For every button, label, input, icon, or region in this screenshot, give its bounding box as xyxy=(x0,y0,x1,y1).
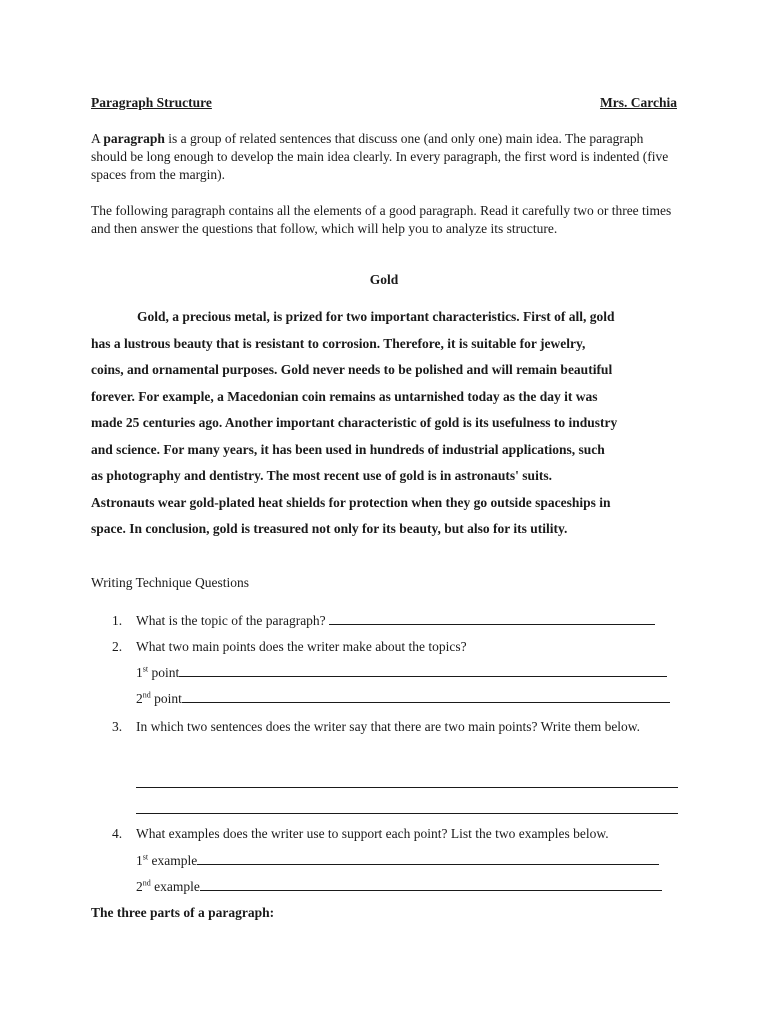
question-3-answer-line-2[interactable] xyxy=(136,813,678,814)
intro-pre: A xyxy=(91,131,104,146)
question-4-example-1-answer-line[interactable] xyxy=(197,851,659,865)
question-4-example-2-answer-line[interactable] xyxy=(200,877,662,891)
intro-paragraph xyxy=(91,130,677,184)
question-2-point-2 xyxy=(136,689,670,709)
ordinal-suffix: st xyxy=(142,664,149,674)
ordinal: 2 xyxy=(136,879,143,894)
question-3-number: 3. xyxy=(112,719,123,734)
passage-title: Gold xyxy=(369,272,399,287)
intro-bold-word: paragraph xyxy=(103,131,165,146)
passage-line: forever. For example, a Macedonian coin remains as untarnished today as the day it was xyxy=(91,388,598,404)
instructions-paragraph: The following paragraph contains all the elements of a good paragraph. Read it carefully two or three times and then answer the questions that follow, which will help you to analyze its structure. xyxy=(91,203,672,236)
question-1-text xyxy=(136,611,655,631)
question-3-text: In which two sentences does the writer say that there are two main points? Write them below. xyxy=(136,719,641,734)
passage xyxy=(91,307,677,546)
question-2-point-1-answer-line[interactable] xyxy=(179,663,667,677)
worksheet-title: Paragraph Structure xyxy=(91,95,212,110)
ordinal-suffix: nd xyxy=(142,690,151,700)
question-4-example-2 xyxy=(136,877,662,897)
question-2-point-1 xyxy=(136,663,667,683)
passage-line: as photography and dentistry. The most recent use of gold is in astronauts' suits. xyxy=(91,468,552,483)
ordinal-suffix: st xyxy=(142,852,149,862)
sub-label: example xyxy=(151,853,198,868)
passage-line: has a lustrous beauty that is resistant to corrosion. Therefore, it is suitable for jewelry, xyxy=(91,335,586,351)
question-2-number: 2. xyxy=(112,639,123,654)
sub-label: point xyxy=(151,665,180,680)
passage-line: Gold, a precious metal, is prized for two important characteristics. First of all, gold xyxy=(137,309,615,324)
question-2-text: What two main points does the writer make about the topics? xyxy=(136,639,467,654)
ordinal-suffix: nd xyxy=(142,878,151,888)
question-1-label: What is the topic of the paragraph? xyxy=(136,613,326,628)
questions-heading: Writing Technique Questions xyxy=(91,575,249,590)
ordinal: 1 xyxy=(136,853,143,868)
question-3-answer-line-1[interactable] xyxy=(136,787,678,788)
section-heading-three-parts: The three parts of a paragraph: xyxy=(91,905,275,920)
teacher-name: Mrs. Carchia xyxy=(600,95,677,110)
question-4-number: 4. xyxy=(112,826,123,841)
passage-line: Astronauts wear gold-plated heat shields for protection when they go outside spaceships in xyxy=(91,494,611,510)
sub-label: point xyxy=(154,691,182,706)
question-4-example-1 xyxy=(136,851,659,871)
passage-line: coins, and ornamental purposes. Gold never needs to be polished and will remain beautiful xyxy=(91,362,613,377)
ordinal: 1 xyxy=(136,665,143,680)
question-1-answer-line[interactable] xyxy=(329,611,655,625)
question-1-number: 1. xyxy=(112,613,123,628)
passage-line: made 25 centuries ago. Another important characteristic of gold is its usefulness to industry xyxy=(91,415,618,430)
passage-line: and science. For many years, it has been used in hundreds of industrial applications, such xyxy=(91,441,605,457)
question-2-point-2-answer-line[interactable] xyxy=(182,689,670,703)
passage-line: space. In conclusion, gold is treasured not only for its beauty, but also for its utility. xyxy=(91,521,568,536)
header xyxy=(91,95,677,113)
ordinal: 2 xyxy=(136,691,143,706)
question-4-text: What examples does the writer use to support each point? List the two examples below. xyxy=(136,826,609,841)
sub-label: example xyxy=(154,879,200,894)
intro-post: is a group of related sentences that discuss one (and only one) main idea. The paragraph should be long enough to develop the main idea clearly. In every paragraph, the first word is indented (five spaces from the margin). xyxy=(91,131,669,182)
